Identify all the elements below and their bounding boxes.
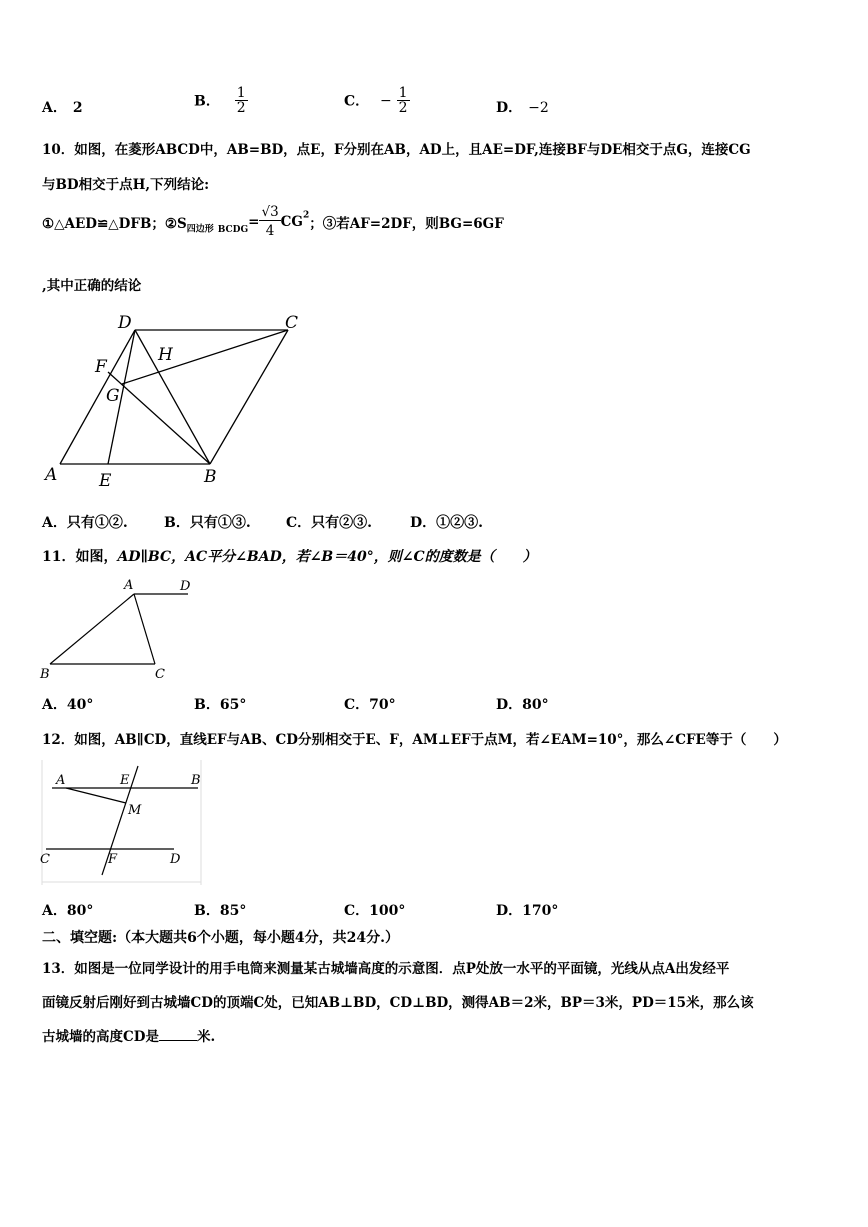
q12-label-a: A — [56, 773, 66, 788]
q12-label-c: C — [40, 852, 50, 867]
q11-label-b: B — [40, 667, 50, 682]
q12-label-b: B — [191, 773, 201, 788]
q10-stem-line1: 10．如图，在菱形ABCD中，AB=BD，点E，F分别在AB，AD上，且AE=DF,连接BF与DE相交于点G，连接CG — [42, 142, 751, 158]
q12-choice-d: D．170° — [496, 903, 559, 919]
q13-stem-line1: 13．如图是一位同学设计的用手电筒来测量某古城墙高度的示意图．点P处放一水平的平面镜，光线从点A出发经平 — [42, 961, 730, 977]
q9-option-c-fraction: $\frac{1}{2}$ — [398, 85, 408, 116]
q12-label-f: F — [108, 852, 118, 867]
q9-option-d: D． −2 — [496, 100, 549, 116]
q12-label-m: M — [128, 803, 142, 818]
q13-stem-line2: 面镜反射后刚好到古城墙CD的顶端C处，已知AB⊥BD，CD⊥BD，测得AB＝2米，BP＝3米，PD＝15米，那么该 — [42, 995, 754, 1011]
q10-label-e: E — [99, 471, 112, 491]
q11-choice-d: D．80° — [496, 697, 549, 713]
q11-stem: 11．如图，AD∥BC，AC平分∠BAD，若∠B＝40°，则∠C的度数是（ ） — [42, 549, 537, 565]
q10-rhombus-figure — [40, 308, 310, 498]
q10-label-g: G — [106, 386, 120, 406]
q12-choice-b: B．85° — [194, 903, 247, 919]
q10-label-c: C — [285, 313, 299, 333]
q11-choice-a: A．40° — [42, 697, 94, 713]
q11-choice-c: C．70° — [344, 697, 396, 713]
q12-stem: 12．如图，AB∥CD，直线EF与AB、CD分别相交于E、F，AM⊥EF于点M，若∠EAM=10°，那么∠CFE等于（ ） — [42, 732, 787, 748]
q10-choice-c: C．只有②③. — [286, 515, 373, 531]
section2-title: 二、填空题:（本大题共6个小题，每小题4分，共24分.） — [42, 930, 400, 946]
q10-label-a: A — [45, 465, 58, 485]
q10-label-d: D — [118, 313, 132, 333]
q11-figure — [38, 574, 198, 684]
q9-option-b-fraction: $\frac{1}{2}$ — [236, 85, 246, 116]
q10-choice-b: B．只有①③. — [164, 515, 251, 531]
q11-label-a: A — [124, 578, 134, 593]
q12-figure — [38, 760, 213, 885]
q12-label-d: D — [170, 852, 181, 867]
q10-label-h: H — [158, 345, 173, 365]
q13-answer-blank[interactable] — [159, 1040, 197, 1041]
q11-choice-b: B．65° — [194, 697, 247, 713]
q12-choice-c: C．100° — [344, 903, 406, 919]
q11-label-d: D — [180, 579, 191, 594]
q10-choice-a: A．只有①②. — [42, 515, 128, 531]
q12-label-e: E — [120, 773, 130, 788]
q10-conclusions: ①△AED≌△DFB；$②S_{四边形}$ $_{BCDG}$= $\frac{√3}{4}$ $CG^2$；③若AF=2DF，则BG=6GF — [42, 204, 504, 239]
q9-option-b: B． $\frac{1}{2}$ — [194, 85, 246, 116]
q9-option-a: A． 2 — [42, 100, 83, 116]
q9-option-c: C． − $\frac{1}{2}$ — [344, 85, 408, 116]
q10-stem-line4: ,其中正确的结论 — [42, 278, 142, 294]
q10-label-f: F — [95, 357, 107, 377]
q10-sqrt3-over-4: $\frac{√3}{4}$ — [261, 204, 279, 239]
q12-choice-a: A．80° — [42, 903, 94, 919]
q10-choice-d: D．①②③. — [410, 515, 484, 531]
q10-label-b: B — [204, 467, 217, 487]
q10-stem-line2: 与BD相交于点H,下列结论: — [42, 177, 210, 193]
q11-label-c: C — [155, 667, 165, 682]
q13-stem-line3: 古城墙的高度CD是 米. — [42, 1029, 216, 1045]
